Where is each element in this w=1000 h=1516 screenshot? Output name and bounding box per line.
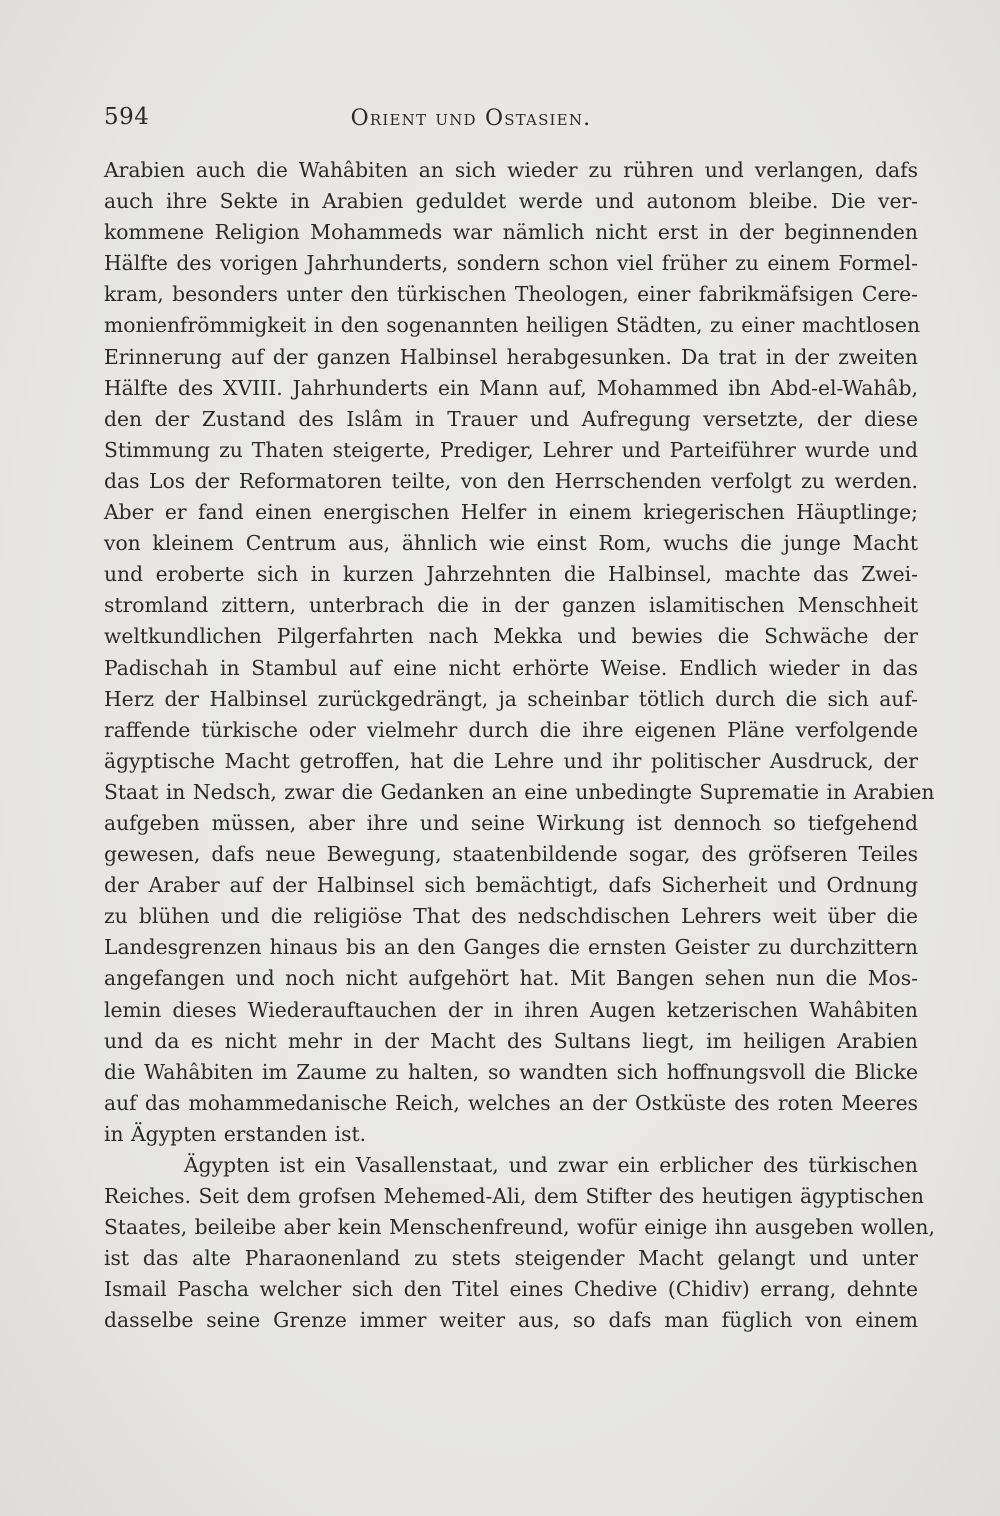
text-line: zu blühen und die religiöse That des nedschdischen Lehrers weit über die [104, 904, 918, 929]
text-line: raffende türkische oder vielmehr durch die ihre eigenen Pläne verfolgende [104, 717, 918, 742]
text-line: der Araber auf der Halbinsel sich bemächtigt, dafs Sicherheit und Ordnung [104, 873, 918, 898]
paragraph [104, 1150, 935, 1337]
text-line: ägyptische Macht getroffen, hat die Lehre und ihr politischer Ausdruck, der [104, 748, 918, 773]
body-text [104, 155, 935, 1337]
text-line: dasselbe seine Grenze immer weiter aus, so dafs man füglich von einem [104, 1308, 918, 1333]
text-line: Stimmung zu Thaten steigerte, Prediger, Lehrer und Parteiführer wurde und [104, 437, 918, 462]
text-line: kram, besonders unter den türkischen Theologen, einer fabrikmäfsigen Cere- [104, 282, 918, 307]
text-line: den der Zustand des Islâm in Trauer und Aufregung versetzte, der diese [104, 406, 918, 431]
paragraph [104, 155, 935, 1150]
text-line: Aber er fand einen energischen Helfer in einem kriegerischen Häuptlinge; [104, 500, 918, 525]
text-line: Ismail Pascha welcher sich den Titel eines Chedive (Chidiv) errang, dehnte [104, 1277, 918, 1302]
text-line: ist das alte Pharaonenland zu stets steigender Macht gelangt und unter [104, 1246, 918, 1271]
text-line: auf das mohammedanische Reich, welches an der Ostküste des roten Meeres [104, 1090, 918, 1115]
text-line: Landesgrenzen hinaus bis an den Ganges die ernsten Geister zu durchzittern [104, 935, 918, 960]
text-line: Staat in Nedsch, zwar die Gedanken an eine unbedingte Suprematie in Arabien [104, 779, 935, 804]
text-line: das Los der Reformatoren teilte, von den Herrschenden verfolgt zu werden. [104, 468, 918, 493]
text-line: von kleinem Centrum aus, ähnlich wie einst Rom, wuchs die junge Macht [104, 531, 918, 556]
text-line: Ägypten ist ein Vasallenstaat, und zwar ein erblicher des türkischen [184, 1153, 918, 1177]
text-line: und da es nicht mehr in der Macht des Sultans liegt, im heiligen Arabien [104, 1028, 918, 1053]
text-line: Reiches. Seit dem grofsen Mehemed-Ali, dem Stifter des heutigen ägyptischen [104, 1184, 924, 1209]
text-line: gewesen, dafs neue Bewegung, staatenbildende sogar, des gröfseren Teiles [104, 842, 918, 867]
text-line: Arabien auch die Wahâbiten an sich wieder zu rühren und verlangen, dafs [104, 158, 918, 182]
text-line: Hälfte des vorigen Jahrhunderts, sondern schon viel früher zu einem Formel- [104, 251, 918, 276]
text-line: monienfrömmigkeit in den sogenannten heiligen Städten, zu einer machtlosen [104, 313, 921, 338]
text-line: Hälfte des XVIII. Jahrhunderts ein Mann auf, Mohammed ibn Abd-el-Wahâb, [104, 375, 918, 400]
page-number: 594 [104, 104, 150, 130]
text-line: kommene Religion Mohammeds war nämlich nicht erst in der beginnenden [104, 220, 918, 245]
text-line: und eroberte sich in kurzen Jahrzehnten die Halbinsel, machte das Zwei- [104, 562, 918, 587]
text-line: in Ägypten erstanden ist. [104, 1121, 367, 1146]
text-line: lemin dieses Wiederauftauchen der in ihren Augen ketzerischen Wahâbiten [104, 997, 918, 1022]
text-line: die Wahâbiten im Zaume zu halten, so wandten sich hoffnungsvoll die Blicke [104, 1059, 918, 1084]
text-line: stromland zittern, unterbrach die in der ganzen islamitischen Menschheit [104, 593, 918, 618]
text-line: aufgeben müssen, aber ihre und seine Wirkung ist dennoch so tiefgehend [104, 810, 918, 835]
text-line: Staates, beileibe aber kein Menschenfreund, wofür einige ihn ausgeben wollen, [104, 1215, 935, 1240]
text-line: Erinnerung auf der ganzen Halbinsel herabgesunken. Da trat in der zweiten [104, 344, 918, 369]
text-line: weltkundlichen Pilgerfahrten nach Mekka und bewies die Schwäche der [104, 624, 918, 649]
page-header [104, 104, 918, 138]
running-head: Orient und Ostasien. [350, 106, 592, 131]
text-line: auch ihre Sekte in Arabien geduldet werde und autonom bleibe. Die ver- [104, 189, 918, 214]
text-line: Padischah in Stambul auf eine nicht erhörte Weise. Endlich wieder in das [104, 655, 918, 680]
text-line: angefangen und noch nicht aufgehört hat. Mit Bangen sehen nun die Mos- [104, 966, 918, 991]
text-line: Herz der Halbinsel zurückgedrängt, ja scheinbar tötlich durch die sich auf- [104, 686, 918, 711]
